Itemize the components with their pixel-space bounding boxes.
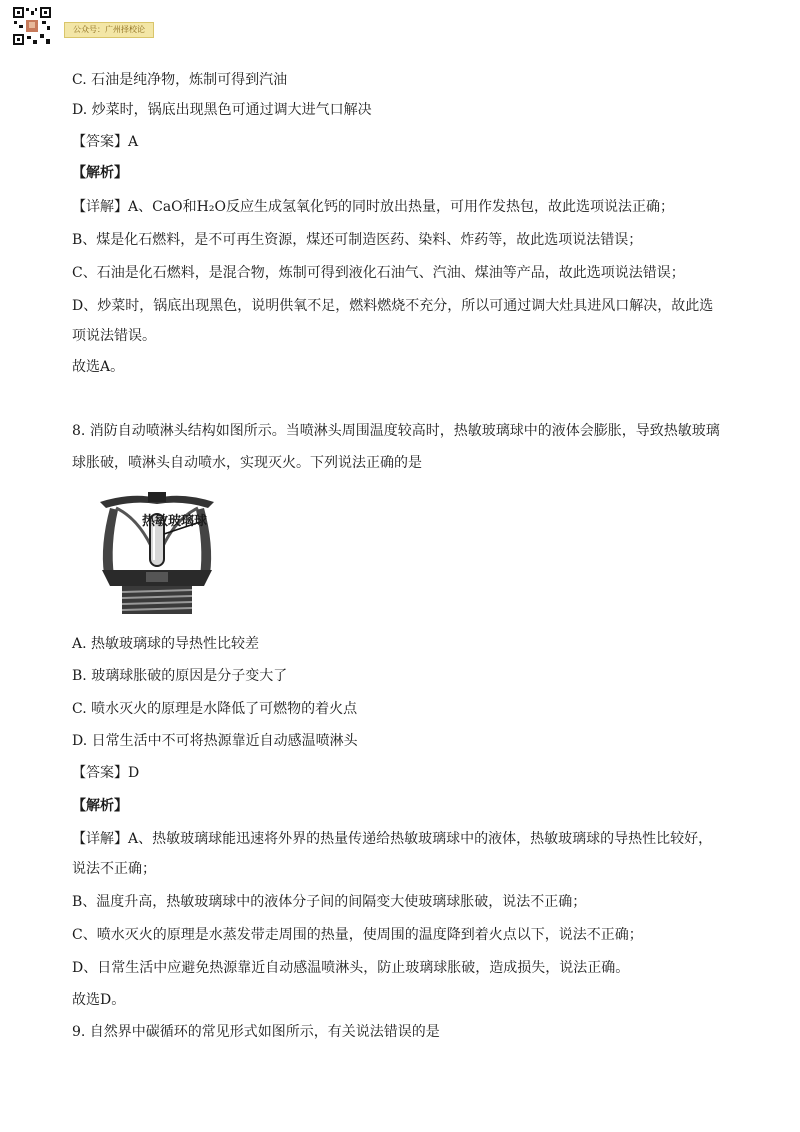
- q8-detail-d: D、日常生活中应避免热源靠近自动感温喷淋头，防止玻璃球胀破，造成损失，说法正确。: [72, 960, 630, 976]
- q7-detail-a: 【详解】A、CaO和H₂O反应生成氢氧化钙的同时放出热量，可用作发热包，故此选项说法正确；: [72, 199, 674, 215]
- q8-detail-a-line2: 说法不正确；: [72, 861, 156, 877]
- q8-detail-b: B、温度升高，热敏玻璃球中的液体分子间的间隔变大使玻璃球胀破，说法不正确；: [72, 894, 587, 910]
- q9-stem: 9. 自然界中碳循环的常见形式如图所示，有关说法错误的是: [72, 1024, 440, 1040]
- q7-detail-d-line2: 项说法错误。: [72, 328, 156, 344]
- q8-option-d: D. 日常生活中不可将热源靠近自动感温喷淋头: [72, 733, 358, 749]
- q7-analysis-label: 【解析】: [72, 165, 128, 181]
- qr-code-icon: [12, 6, 52, 46]
- q7-answer: 【答案】A: [72, 134, 139, 150]
- q7-detail-c: C、石油是化石燃料，是混合物，炼制可得到液化石油气、汽油、煤油等产品，故此选项说法错误；: [72, 265, 685, 281]
- q8-stem-line1: 8. 消防自动喷淋头结构如图所示。当喷淋头周围温度较高时，热敏玻璃球中的液体会膨胀，导致热敏玻璃: [72, 423, 720, 439]
- q8-detail-c: C、喷水灭火的原理是水蒸发带走周围的热量，使周围的温度降到着火点以下，说法不正确；: [72, 927, 643, 943]
- figure-label-glass-bulb: 热敏玻璃球: [142, 514, 208, 529]
- sprinkler-head-figure: [82, 490, 232, 616]
- q8-conclusion: 故选D。: [72, 992, 126, 1008]
- q7-conclusion: 故选A。: [72, 359, 125, 375]
- q8-detail-a-line1: 【详解】A、热敏玻璃球能迅速将外界的热量传递给热敏玻璃球中的液体，热敏玻璃球的导热性比较好，: [72, 831, 713, 847]
- q7-option-d: D. 炒菜时，锅底出现黑色可通过调大进气口解决: [72, 102, 372, 118]
- q8-answer: 【答案】D: [72, 765, 140, 781]
- q7-detail-d-line1: D、炒菜时，锅底出现黑色，说明供氧不足，燃料燃烧不充分，所以可通过调大灶具进风口解决，故此选: [72, 298, 714, 314]
- q7-option-c: C. 石油是纯净物，炼制可得到汽油: [72, 72, 288, 88]
- q8-analysis-label: 【解析】: [72, 798, 128, 814]
- q8-option-b: B. 玻璃球胀破的原因是分子变大了: [72, 668, 288, 684]
- watermark-badge: 公众号：广州择校论: [64, 22, 154, 38]
- q8-option-a: A. 热敏玻璃球的导热性比较差: [72, 636, 260, 652]
- q8-stem-line2: 球胀破，喷淋头自动喷水，实现灭火。下列说法正确的是: [72, 455, 422, 471]
- q7-detail-b: B、煤是化石燃料，是不可再生资源，煤还可制造医药、染料、炸药等，故此选项说法错误；: [72, 232, 643, 248]
- q8-option-c: C. 喷水灭火的原理是水降低了可燃物的着火点: [72, 701, 358, 717]
